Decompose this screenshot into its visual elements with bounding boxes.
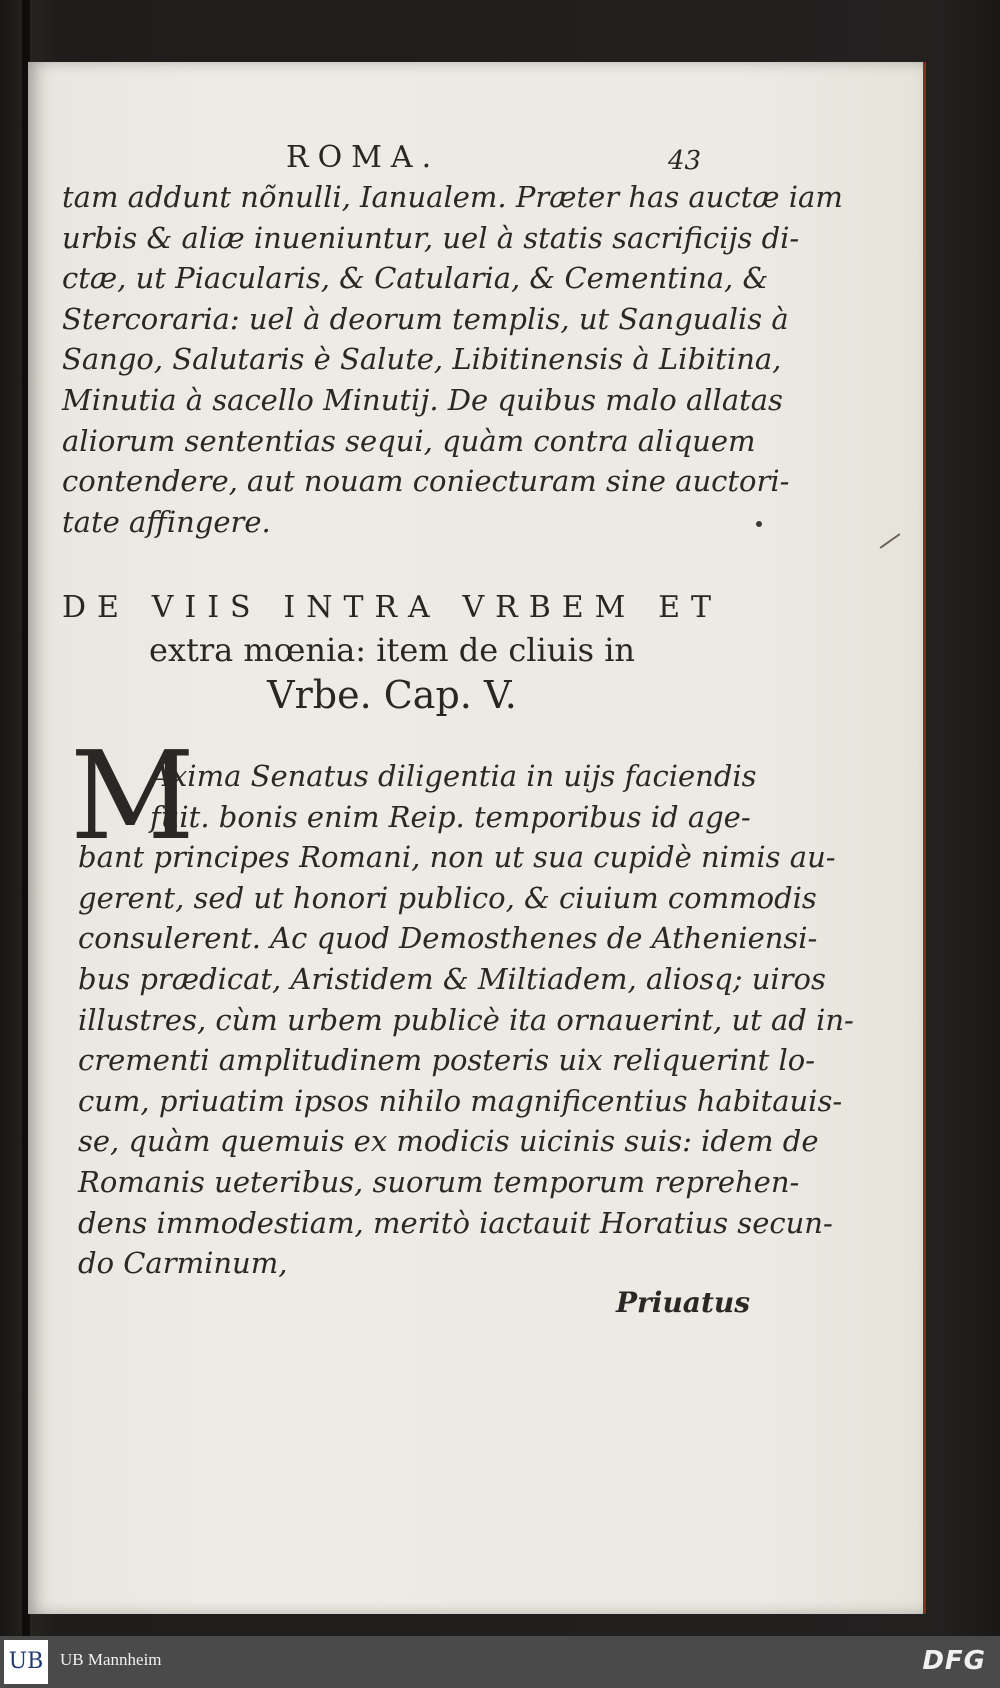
text-line: dens immodestiam, meritò iactauit Horatius secun- [78, 1205, 833, 1240]
text-line: contendere, aut nouam coniecturam sine auctori- [62, 464, 790, 499]
text-block-body [78, 756, 854, 1284]
ub-logo-text: UB [8, 1649, 44, 1674]
running-head: ROMA. [286, 140, 441, 175]
text-line: Sango, Salutaris è Salute, Libitinensis à Libitina, [62, 342, 782, 377]
chapter-heading-line-3: Vrbe. Cap. V. [267, 673, 517, 717]
decorated-initial: M [70, 725, 195, 867]
text-line: Stercoraria: uel à deorum templis, ut Sangualis à [62, 301, 789, 336]
text-line: consulerent. Ac quod Demosthenes de Atheniensi- [78, 921, 818, 956]
chapter-heading-line-2: extra mœnia: item de cliuis in [148, 631, 636, 669]
text-line: bus prædicat, Aristidem & Miltiadem, aliosq; uiros [78, 961, 826, 996]
text-line: crementi amplitudinem posteris uix reliquerint lo- [78, 1043, 816, 1078]
text-line: gerent, sed ut honori publico, & ciuium commodis [78, 880, 817, 915]
viewer-footer [0, 1636, 1000, 1688]
text-line: urbis & aliæ inueniuntur, uel à statis sacrificijs di- [62, 220, 800, 255]
chapter-heading-line-1: DE VIIS INTRA VRBEM ET [62, 590, 722, 625]
text-line: bant principes Romani, non ut sua cupidè nimis au- [78, 840, 836, 875]
text-block-top [62, 177, 843, 542]
chapter-heading [62, 590, 722, 717]
text-line: tam addunt nõnulli, Ianualem. Præter has auctæ iam [62, 180, 843, 214]
dfg-logo[interactable]: DFG [922, 1646, 986, 1676]
institution-name[interactable]: UB Mannheim [60, 1650, 162, 1669]
text-line: illustres, cùm urbem publicè ita ornauerint, ut ad in- [78, 1002, 854, 1037]
text-line: Axima Senatus diligentia in uijs faciendis [150, 759, 757, 793]
text-line: Minutia à sacello Minutij. De quibus malo allatas [62, 382, 783, 417]
catchword: Priuatus [616, 1286, 750, 1319]
text-line: se, quàm quemuis ex modicis uicinis suis: idem de [78, 1124, 819, 1159]
text-line: ctæ, ut Piacularis, & Catularia, & Cementina, & [62, 261, 769, 296]
text-line: do Carminum, [78, 1246, 288, 1281]
text-line: tate affingere. [62, 504, 271, 539]
text-line: cum, priuatim ipsos nihilo magnificentius habitauis- [78, 1083, 843, 1118]
ub-logo[interactable] [4, 1640, 48, 1684]
page-number: 43 [668, 146, 702, 176]
text-line: Romanis ueteribus, suorum temporum reprehen- [78, 1164, 800, 1199]
ink-speck [756, 521, 762, 527]
text-line: aliorum sententias sequi, quàm contra aliquem [62, 423, 756, 458]
text-line: fuit. bonis enim Reip. temporibus id age- [150, 799, 751, 834]
